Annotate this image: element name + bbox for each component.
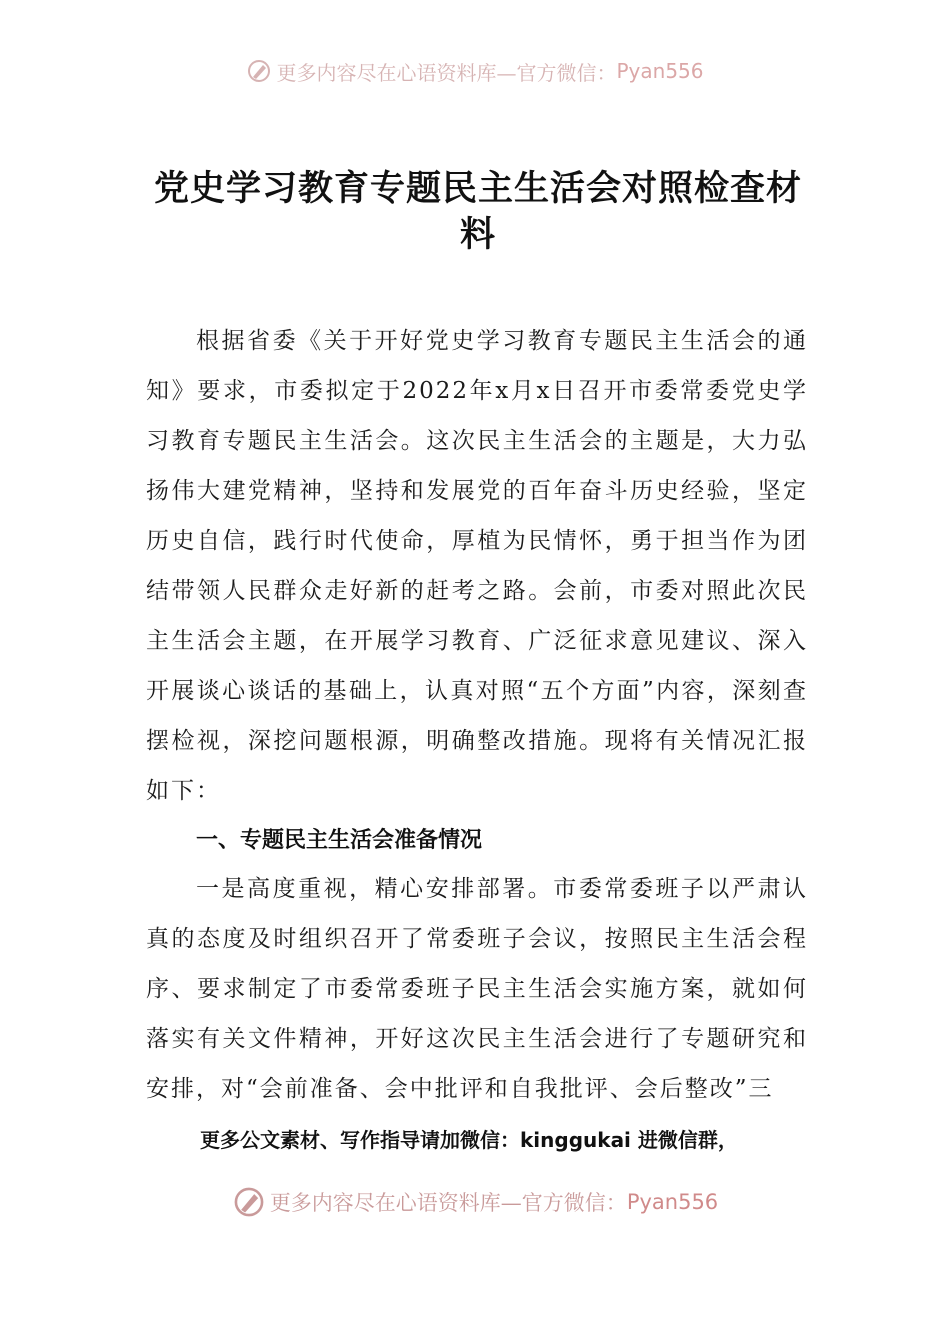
pen-nib-logo-icon bbox=[232, 1185, 266, 1219]
watermark-text: 更多内容尽在心语资料库—官方微信： bbox=[276, 60, 617, 85]
section-paragraph: 一是高度重视，精心安排部署。市委常委班子以严肃认真的态度及时组织召开了常委班子会议，按照民主生活会程序、要求制定了市委常委班子民主生活会实施方案，就如何落实有关文件精神，开好这次民主生活会进行了专题研究和安排，对“会前准备、会中批评和自我批评、会后整改”三 bbox=[146, 876, 808, 1102]
intro-paragraph: 根据省委《关于开好党史学习教育专题民主生活会的通知》要求，市委拟定于2022年x月x日召开市委常委党史学习教育专题民主生活会。这次民主生活会的主题是，大力弘扬伟大建党精神，坚持和发展党的百年奋斗历史经验，坚定历史自信，践行时代使命，厚植为民情怀，勇于担当作为团结带领人民群众走好新的赶考之路。会前，市委对照此次民主生活会主题，在开展学习教育、广泛征求意见建议、深入开展谈心谈话的基础上，认真对照“五个方面”内容，深刻查摆检视，深挖问题根源，明确整改措施。现将有关情况汇报如下： bbox=[146, 328, 808, 804]
watermark-text: 更多内容尽在心语资料库—官方微信： bbox=[269, 1191, 627, 1215]
watermark-wechat: Pyan556 bbox=[616, 59, 704, 83]
watermark-footer bbox=[0, 1184, 950, 1220]
pen-nib-logo-icon bbox=[246, 58, 272, 84]
watermark-wechat: Pyan556 bbox=[626, 1190, 719, 1214]
promo-line: 更多公文素材、写作指导请加微信：kinggukai 进微信群， bbox=[200, 1128, 738, 1152]
document-title: 党史学习教育专题民主生活会对照检查材料 bbox=[153, 168, 802, 255]
watermark-header bbox=[0, 56, 950, 86]
section-heading: 一、专题民主生活会准备情况 bbox=[196, 828, 483, 853]
